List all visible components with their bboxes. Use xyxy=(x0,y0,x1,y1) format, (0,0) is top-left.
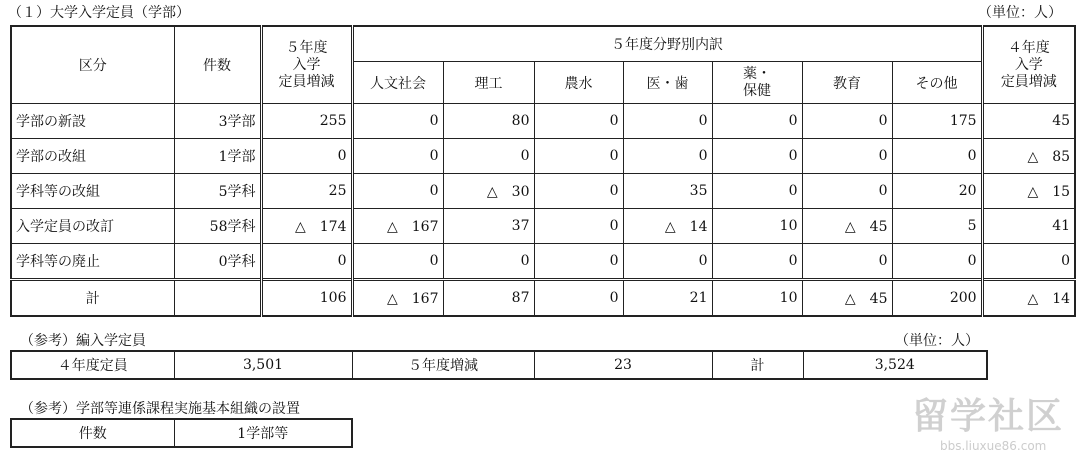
collab-cell: 1学部等 xyxy=(174,419,352,447)
total-row: 計 106 △ 167 87 0 21 10 △ 45 200 △ 14 xyxy=(11,280,1075,317)
header-change4: ４年度 入学 定員増減 xyxy=(982,26,1075,104)
transfer-table xyxy=(10,350,988,380)
transfer-cell: 3,524 xyxy=(803,351,987,379)
field-header: その他 xyxy=(892,62,982,104)
watermark-logo: 留学社区 bbs.liuxue86.com xyxy=(911,396,1064,453)
section2-title: （参考）編入学定員 xyxy=(20,333,146,349)
header-breakdown: ５年度分野別内訳 xyxy=(352,26,982,62)
enrollment-table xyxy=(10,25,1076,317)
table-row: 学科等の廃止 0学科 0 0 0 0 0 0 0 0 0 xyxy=(11,244,1075,280)
field-header: 薬・ 保健 xyxy=(712,62,802,104)
collab-table xyxy=(10,418,353,448)
transfer-cell: 3,501 xyxy=(174,351,352,379)
transfer-cell: 計 xyxy=(712,351,803,379)
field-header: 人文社会 xyxy=(352,62,443,104)
transfer-cell: 23 xyxy=(534,351,712,379)
transfer-cell: ５年度増減 xyxy=(352,351,534,379)
section1-unit: （単位：人） xyxy=(978,5,1062,21)
collab-cell: 件数 xyxy=(11,419,174,447)
table-row: 学部の改組 1学部 0 0 0 0 0 0 0 0 △ 85 xyxy=(11,139,1075,174)
header-count: 件数 xyxy=(174,26,261,104)
field-header: 農水 xyxy=(534,62,623,104)
field-header: 理工 xyxy=(443,62,534,104)
table-row: 入学定員の改訂 58学科 △ 174 △ 167 37 0 △ 14 10 △ 45 5 41 xyxy=(11,209,1075,244)
section1-title: （１）大学入学定員（学部） xyxy=(8,5,190,21)
table-row: 学部の新設 3学部 255 0 80 0 0 0 0 175 45 xyxy=(11,104,1075,139)
table-row: 学科等の改組 5学科 25 0 △ 30 0 35 0 0 20 △ 15 xyxy=(11,174,1075,209)
section2-unit: （単位：人） xyxy=(895,333,979,349)
transfer-cell: ４年度定員 xyxy=(11,351,174,379)
header-category: 区分 xyxy=(11,26,174,104)
field-header: 医・歯 xyxy=(623,62,712,104)
field-header: 教育 xyxy=(802,62,892,104)
header-change5: ５年度 入学 定員増減 xyxy=(261,26,352,104)
section3-title: （参考）学部等連係課程実施基本組織の設置 xyxy=(20,401,300,417)
